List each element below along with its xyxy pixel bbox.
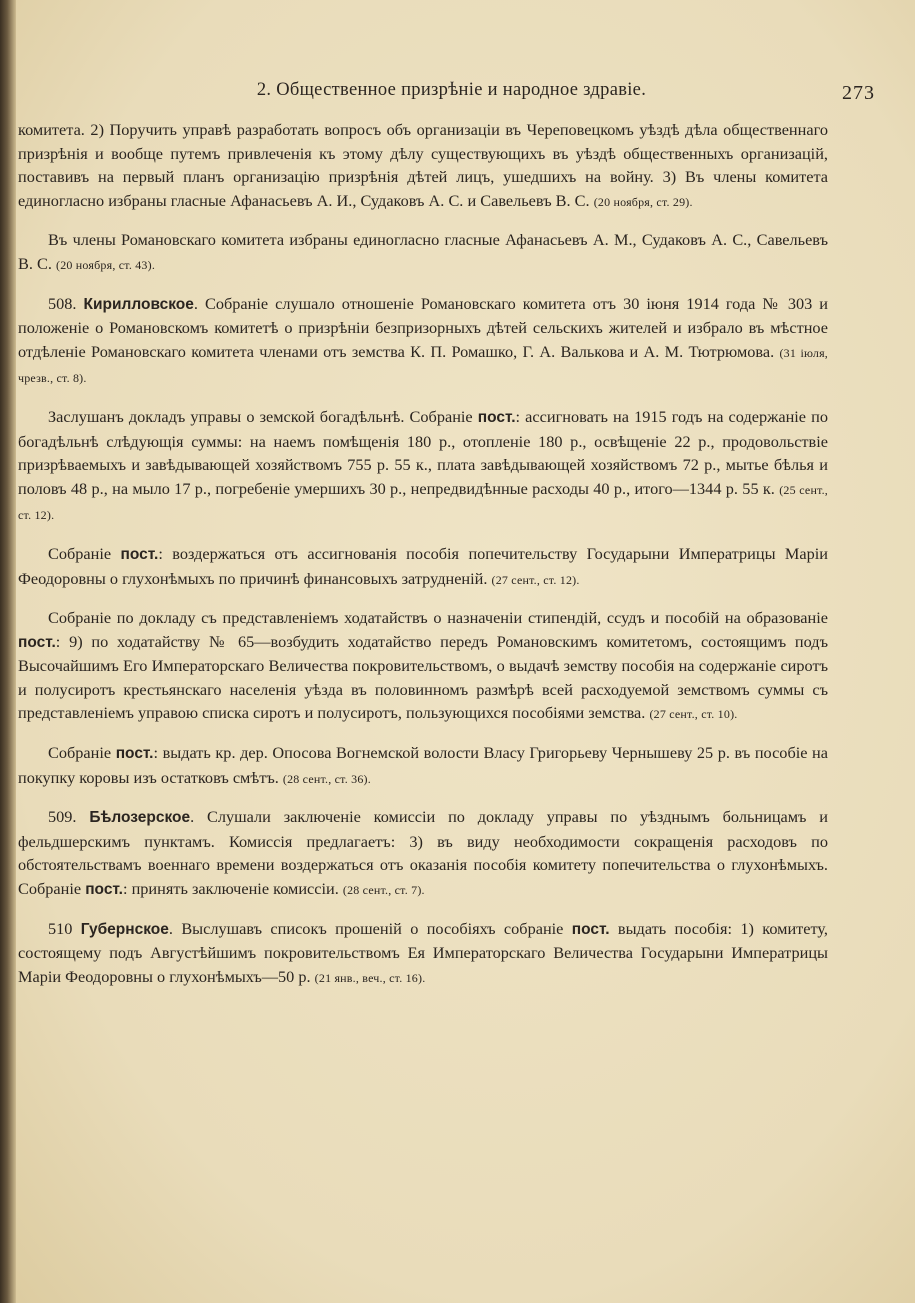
paragraph-deaf-mute — [18, 542, 828, 592]
resolution-keyword: пост. — [85, 881, 123, 899]
paragraph-text: Въ члены Романовскаго комитета избраны единогласно гласные Афанасьевъ А. М., Судаковъ А. С., Савельевъ В. С. — [18, 230, 828, 273]
paragraph-text: : ассигновать на 1915 годъ на содержаніе по богадѣльнѣ слѣдующія суммы: на наемъ помѣщенія 180 р., отопленіе 180 р., освѣщеніе 22 р., продовольствіе призрѣваемыхъ и завѣдывающей хозяйствомъ 755 р. 55 к., плата завѣдывающей хозяйствомъ 72 р., мытье бѣлья и половъ 48 р., на мыло 17 р., погребеніе умершихъ 30 р., непредвидѣнные расходы 40 р., итого—1344 р. 55 к. — [18, 406, 828, 498]
citation-ref: (21 янв., веч., ст. 16). — [314, 970, 426, 985]
item-number: 509. — [48, 807, 90, 827]
header-title: 2. Общественное призрѣніе и народное здравіе. — [256, 80, 647, 100]
resolution-keyword: пост. — [115, 745, 154, 763]
paragraph-text: : воздержаться отъ ассигнованія пособія попечительству Государыни Императрицы Маріи Феодоровны о глухонѣмыхъ по причинѣ финансовыхъ затрудненій. — [18, 543, 828, 588]
paragraph-almshouse — [18, 405, 828, 528]
citation-ref: (20 ноября, ст. 43). — [56, 257, 156, 272]
paragraph-508 — [18, 292, 828, 391]
district-name: Бѣлозерское — [89, 809, 191, 827]
item-number: 508. — [48, 293, 84, 313]
district-name: Губернское — [80, 920, 169, 938]
resolution-keyword: пост. — [18, 633, 56, 651]
paragraph-text: . Выслушавъ списокъ прошеній о пособіяхъ собраніе — [168, 918, 572, 938]
running-header — [18, 80, 885, 110]
paragraph-text: комитета. 2) Поручить управѣ разработать вопросъ объ организаціи въ Череповецкомъ уѣздѣ дѣла общественнаго призрѣнія и вообще путемъ привлеченія къ этому дѣлу существующихъ въ уѣздѣ общественныхъ организацій, поставивъ на первый планъ организацію призрѣнія дѣтей лицъ, ушедшихъ на войну. 3) Въ члены комитета единогласно избраны гласные Афанасьевъ А. И., Судаковъ А. С. и Савельевъ В. С. — [18, 120, 828, 210]
paragraph-cow — [18, 741, 828, 791]
paragraph-lead: Собраніе по докладу съ представленіемъ ходатайствъ о назначеніи стипендій, ссудъ и пособій на образованіе — [48, 608, 828, 628]
district-name: Кирилловское — [83, 295, 194, 313]
page-number: 273 — [842, 82, 875, 104]
paragraph-1 — [18, 118, 828, 214]
citation-ref: (28 сент., ст. 7). — [342, 883, 425, 898]
book-spine-shadow — [0, 0, 16, 1303]
paragraph-text-2: : принять заключеніе комиссіи. — [122, 879, 343, 899]
resolution-keyword: пост. — [120, 545, 159, 563]
paragraph-stipends — [18, 606, 828, 727]
resolution-keyword: пост. — [571, 920, 610, 938]
page-content — [18, 118, 828, 1004]
paragraph-lead: Заслушанъ докладъ управы о земской богадѣльнѣ. Собраніе — [48, 406, 478, 426]
paragraph-2 — [18, 228, 828, 277]
paragraph-510 — [18, 917, 828, 991]
paragraph-lead: Собраніе — [48, 743, 116, 763]
paragraph-text: : выдать кр. дер. Опосова Вогнемской волости Власу Григорьеву Чернышеву 25 р. въ пособіе на покупку коровы изъ остатковъ смѣтъ. — [18, 743, 828, 787]
paragraph-lead: Собраніе — [48, 543, 121, 563]
citation-ref: (25 сент., ст. 12). — [18, 482, 829, 523]
citation-ref: (20 ноября, ст. 29). — [593, 194, 693, 209]
paragraph-text: : 9) по ходатайству № 65—возбудить ходатайство передъ Романовскимъ комитетомъ, состоящимъ подъ Высочайшимъ Его Императорскаго Величества покровительствомъ, о выдачѣ земству пособія на содержаніе сиротъ и полусиротъ крестьянскаго населенія уѣзда въ половинномъ размѣрѣ всей расходуемой земствомъ суммы съ представленіемъ управою списка сиротъ и полусиротъ, пользующихся пособіями земства. — [18, 631, 828, 723]
citation-ref: (28 сент., ст. 36). — [282, 771, 371, 786]
citation-ref: (31 іюля, чрезв., ст. 8). — [18, 345, 828, 386]
paragraph-text-2: выдать пособія: 1) комитету, состоящему подъ Августѣйшимъ покровительствомъ Ея Императорскаго Величества Государыни Императрицы Маріи Феодоровны о глухонѣмыхъ—50 р. — [18, 918, 828, 986]
resolution-keyword: пост. — [477, 408, 516, 426]
citation-ref: (27 сент., ст. 12). — [491, 572, 580, 587]
item-number: 510 — [48, 918, 81, 938]
paragraph-text: . Слушали заключеніе комиссіи по докладу управы по уѣзднымъ больницамъ и фельдшерскимъ пунктамъ. Комиссія предлагаетъ: 3) въ виду необходимости сокращенія расходовъ по обстоятельствамъ военнаго времени воздержаться отъ оказанія пособія комитету попечительства о глухонѣмыхъ. Собраніе — [18, 807, 829, 899]
paragraph-509 — [18, 805, 828, 902]
paragraph-text: . Собраніе слушало отношеніе Романовскаго комитета отъ 30 іюня 1914 года № 303 и положеніе о Романовскомъ комитетѣ о призрѣніи безпризорныхъ дѣтей сельскихъ жителей и избрало въ мѣстное отдѣленіе Романовскаго комитета членами отъ земства К. П. Ромашко, Г. А. Валькова и А. М. Тютрюмова. — [18, 293, 828, 361]
citation-ref: (27 сент., ст. 10). — [649, 707, 738, 722]
